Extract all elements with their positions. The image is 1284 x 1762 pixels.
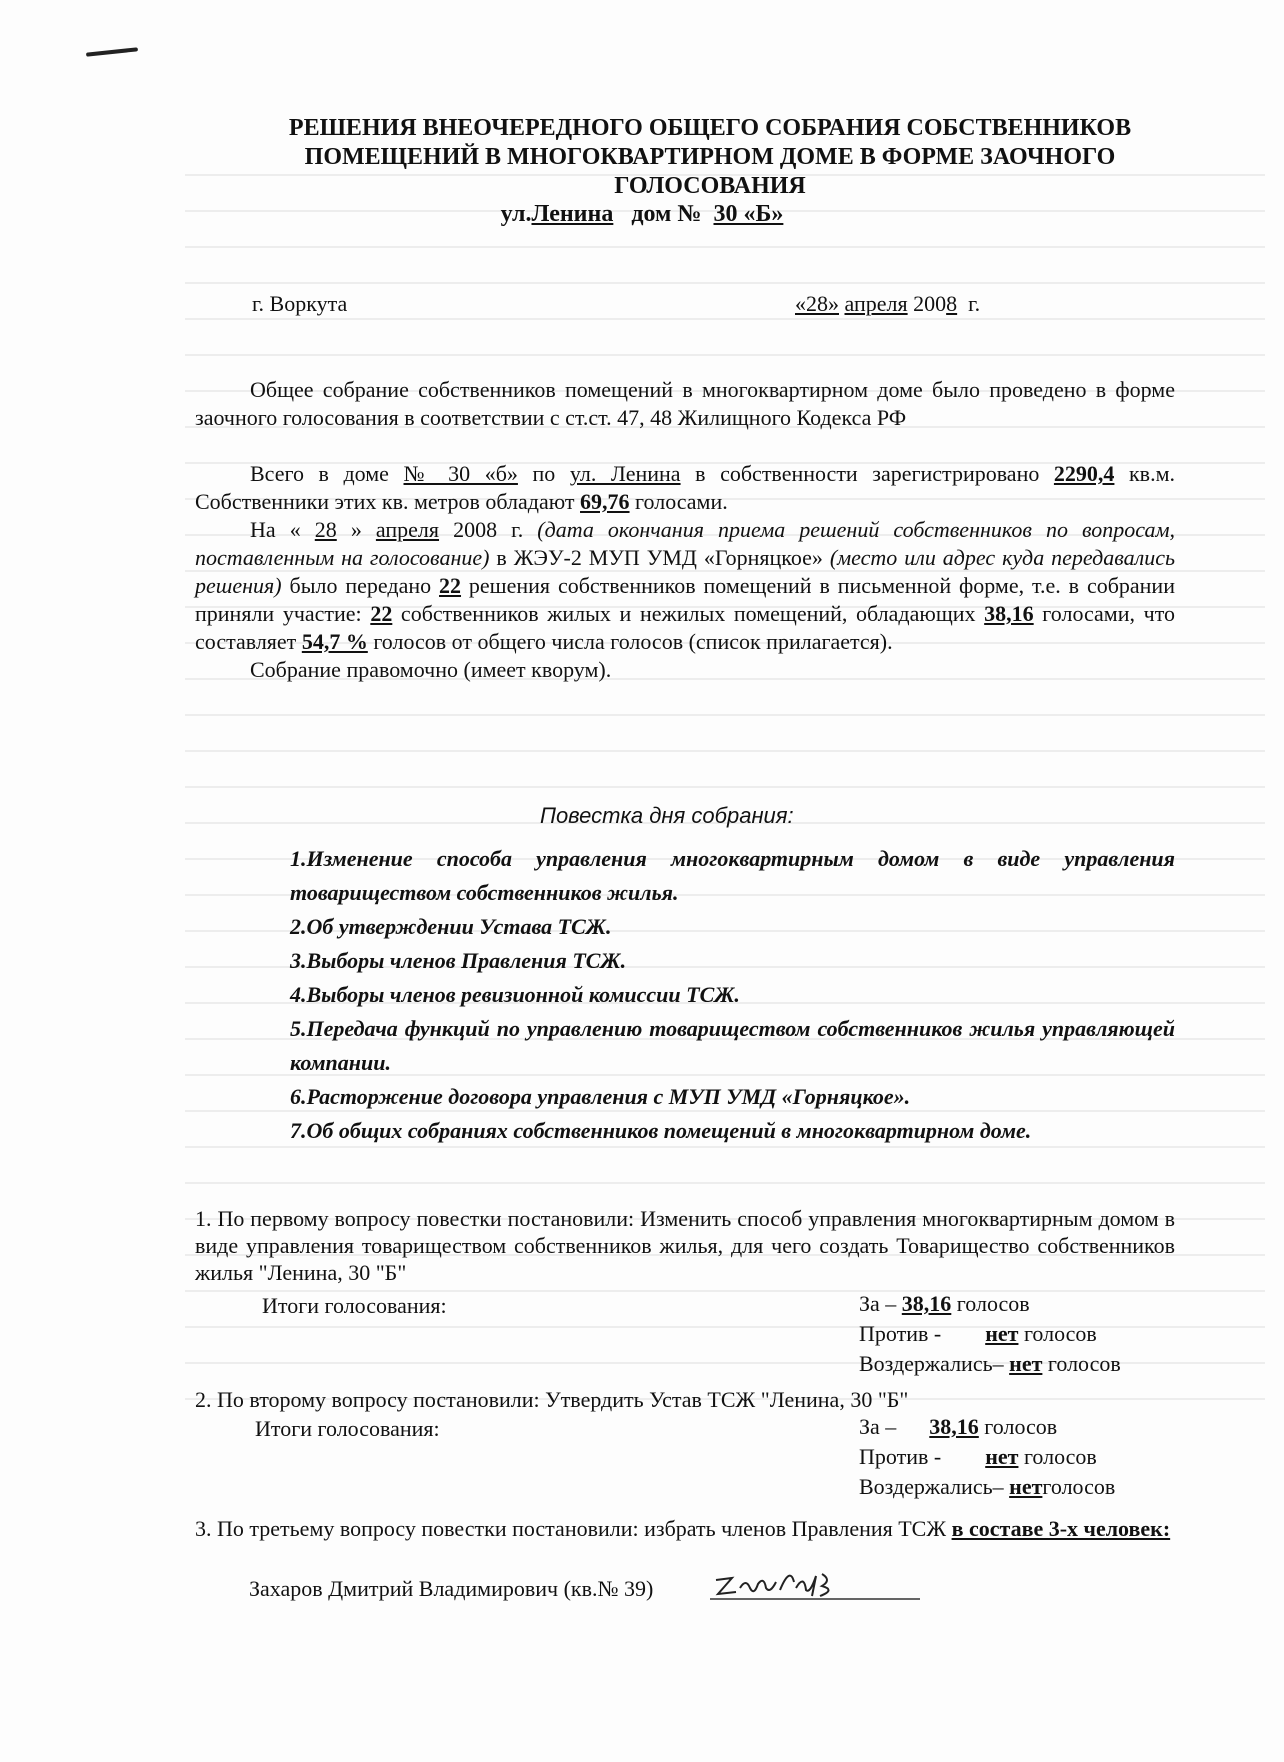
q2-results-label: Итоги голосования: (255, 1416, 440, 1441)
city: г. Воркута (252, 291, 348, 316)
agenda-item: 6.Расторжение договора управления с МУП УМД «Горняцкое». (290, 1084, 911, 1109)
board-member-1: Захаров Дмитрий Владимирович (кв.№ 39) (249, 1576, 654, 1601)
addr-prefix: ул. (500, 201, 532, 227)
agenda-item: 5.Передача функций по управлению товариществом собственников жилья управляющей компании. (290, 1016, 1175, 1075)
agenda-item: 4.Выборы членов ревизионной комиссии ТСЖ. (290, 982, 740, 1007)
intro-paragraph-3: На « 28 » апреля 2008 г. (дата окончания приема решений собственников по вопросам, поставленным на голосование) в ЖЭУ-2 МУП УМД «Горняцкое» (место или адрес куда передавались решения) было передано 22 решения собственников помещений в письменной форме, т.е. в собрании приняли участие: 22 собственников жилых и нежилых помещений, обладающих 38,16 голосами, что составляет 54,7 % голосов от общего числа голосов (список прилагается). (195, 517, 1176, 654)
intro-paragraph-1: Общее собрание собственников помещений в многоквартирном доме было проведено в форме заочного голосования в соответствии с ст.ст. 47, 48 Жилищного Кодекса РФ (195, 377, 1175, 430)
participant-percent: 54,7 % (301, 629, 368, 654)
signature (710, 1568, 920, 1602)
staple-mark (86, 47, 138, 56)
question-3-text: 3. По третьему вопросу повестки постановили: избрать членов Правления ТСЖ в составе 3-х человек: (195, 1516, 1171, 1541)
intro-block (195, 376, 1175, 684)
total-area: 2290,4 (1053, 461, 1115, 486)
end-day: 28 (314, 517, 337, 542)
agenda-item: 1.Изменение способа управления многоквартирным домом в виде управления товариществом собственников жилья. (290, 846, 1175, 905)
q1-against-value: нет (985, 1321, 1019, 1346)
intro-paragraph-2: Всего в доме № 30 «б» по ул. Ленина в собственности зарегистрировано 2290,4 кв.м. Собственники этих кв. метров обладают 69,76 голосами. (195, 461, 1175, 514)
end-month: апреля (375, 517, 440, 542)
street: Ленина (531, 201, 614, 227)
question-1-text: 1. По первому вопросу повестки постановили: Изменить способ управления многоквартирным домом в виде управления товариществом собственников жилья, для чего создать Товарищество собственников жилья "Ленина, 30 "Б" (195, 1206, 1175, 1285)
document-title (240, 114, 1180, 201)
q1-results: За – 38,16 голосов Против - нет голосов Воздержались– нет голосов (859, 1291, 1121, 1376)
q2-abstain-value: нет (1009, 1474, 1043, 1499)
date-month: апреля (844, 291, 908, 316)
agenda-title: Повестка дня собрания: (540, 803, 794, 828)
q1-for-value: 38,16 (901, 1291, 952, 1316)
participants-count: 22 (370, 601, 393, 626)
q3-board-size: в составе 3-х человек: (951, 1516, 1171, 1541)
house-label: дом № (631, 201, 702, 227)
q1-results-label: Итоги голосования: (262, 1293, 447, 1318)
date-year-prefix: 200 (913, 291, 947, 316)
title-line-1: РЕШЕНИЯ ВНЕОЧЕРЕДНОГО ОБЩЕГО СОБРАНИЯ СОБСТВЕННИКОВ (288, 115, 1132, 141)
house-number: 30 «Б» (713, 201, 784, 227)
agenda-item: 3.Выборы членов Правления ТСЖ. (290, 948, 627, 973)
street-ref: ул. Ленина (569, 461, 681, 486)
agenda-item: 7.Об общих собраниях собственников помещений в многоквартирном доме. (290, 1118, 1032, 1143)
agenda-item: 2.Об утверждении Устава ТСЖ. (290, 914, 612, 939)
date-year-suffix: г. (968, 291, 981, 316)
title-line-3: ГОЛОСОВАНИЯ (614, 173, 806, 199)
quorum-statement: Собрание правомочно (имеет кворум). (250, 657, 612, 682)
decisions-count: 22 (439, 573, 462, 598)
q2-results: За – 38,16 голосов Против - нет голосов Воздержались– нетголосов (859, 1414, 1116, 1499)
question-2-text: 2. По второму вопросу постановили: Утвердить Устав ТСЖ "Ленина, 30 "Б" (195, 1387, 909, 1412)
date-year-digit: 8 (946, 291, 958, 316)
title-line-2: ПОМЕЩЕНИЙ В МНОГОКВАРТИРНОМ ДОМЕ В ФОРМЕ ЗАОЧНОГО (304, 144, 1116, 170)
q2-against-value: нет (985, 1444, 1019, 1469)
address-line (0, 201, 1284, 228)
house-ref: № 30 «б» (403, 461, 518, 486)
q1-abstain-value: нет (1009, 1351, 1043, 1376)
agenda-list (290, 842, 1175, 1148)
q2-for-value: 38,16 (929, 1414, 979, 1439)
date-day: «28» (795, 291, 839, 316)
date (795, 290, 980, 318)
total-votes: 69,76 (580, 489, 630, 514)
participant-votes: 38,16 (984, 601, 1034, 626)
